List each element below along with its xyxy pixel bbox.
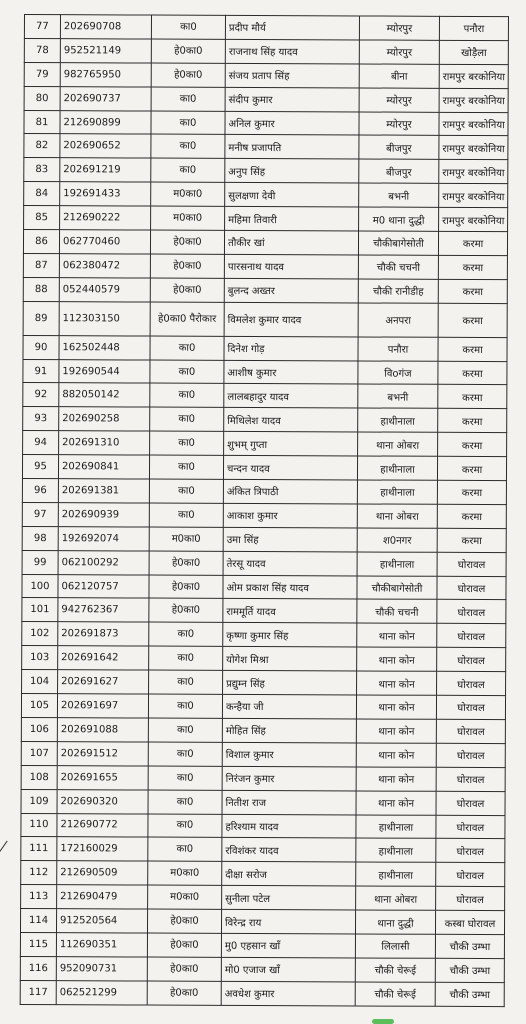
table-row [24, 182, 508, 208]
table-row [21, 765, 505, 791]
new-posting-cell: घोरावल [436, 886, 505, 910]
serial-number-cell: 95 [22, 455, 58, 479]
rank-cell: का0 [151, 15, 225, 39]
serial-number-cell: 110 [21, 813, 57, 837]
current-posting-cell: थाना ओबरा [356, 886, 436, 910]
pno-cell: 202690939 [58, 503, 149, 527]
name-cell: उमा सिंह [223, 527, 357, 551]
name-cell: दीक्षा सरोज [222, 862, 356, 886]
serial-number-cell: 89 [23, 301, 59, 335]
rank-cell: म0का0 [149, 527, 223, 551]
current-posting-cell: म्योरपुर [359, 112, 439, 136]
new-posting-cell: पनौरा [439, 16, 508, 40]
name-cell: हरिश्याम यादव [222, 814, 356, 838]
table-row [21, 694, 505, 720]
serial-number-cell: 114 [20, 909, 56, 933]
current-posting-cell: लिलासी [355, 934, 435, 958]
new-posting-cell: करमा [438, 303, 507, 337]
serial-number-cell: 116 [20, 956, 56, 980]
name-cell: रविशंकर यादव [222, 838, 356, 862]
name-cell: शुभम् गुप्ता [224, 432, 358, 456]
table-row [23, 431, 507, 457]
name-cell: तौकीर खां [224, 230, 358, 254]
rank-cell: का0 [150, 384, 224, 408]
serial-number-cell: 105 [21, 694, 57, 718]
current-posting-cell: थाना कोन [357, 623, 437, 647]
pno-cell: 202690708 [60, 15, 151, 39]
new-posting-cell: घोरावल [436, 695, 505, 719]
current-posting-cell: थाना कोन [356, 743, 436, 767]
serial-number-cell: 112 [21, 861, 57, 885]
new-posting-cell: घोरावल [436, 719, 505, 743]
current-posting-cell: हाथीनाला [356, 862, 436, 886]
table-row [23, 335, 507, 361]
pen-mark [0, 841, 14, 858]
new-posting-cell: करमा [438, 231, 507, 255]
table-row [22, 526, 506, 552]
name-cell: प्रदीप मौर्य [225, 15, 359, 39]
name-cell: अवधेश कुमार [221, 981, 355, 1005]
current-posting-cell: थाना कोन [357, 671, 437, 695]
pno-cell: 952521149 [60, 39, 151, 63]
name-cell: योगेश मिश्रा [223, 647, 357, 671]
pno-cell: 212690899 [60, 110, 151, 134]
rank-cell: का0 [148, 766, 222, 790]
rank-cell: म0का0 [148, 861, 222, 885]
new-posting-cell: रामपुर बरकोनिया [439, 184, 508, 208]
serial-number-cell: 90 [23, 335, 59, 359]
serial-number-cell: 111 [21, 837, 57, 861]
new-posting-cell: चौकी उम्भा [435, 982, 504, 1006]
serial-number-cell: 98 [22, 526, 58, 550]
table-row [22, 455, 506, 481]
name-cell: राजनाथ सिंह यादव [225, 39, 359, 63]
current-posting-cell: अनपरा [358, 303, 438, 337]
table-row [24, 158, 508, 184]
rank-cell: हे0का0 [149, 575, 223, 599]
transfer-list-table [20, 14, 509, 1007]
name-cell: लालबहादुर यादव [224, 384, 358, 408]
pno-cell: 202691219 [60, 158, 151, 182]
rank-cell: हे0का0 [147, 909, 221, 933]
rank-cell: का0 [149, 455, 223, 479]
table-row [22, 622, 506, 648]
current-posting-cell: चौकी चेरूई [355, 982, 435, 1006]
name-cell: अंकित त्रिपाठी [223, 479, 357, 503]
table-row [21, 861, 505, 887]
pno-cell: 052440579 [59, 277, 150, 301]
serial-number-cell: 87 [23, 253, 59, 277]
name-cell: नितीश राज [222, 790, 356, 814]
rank-cell: हे0का0 [151, 63, 225, 87]
serial-number-cell: 106 [21, 717, 57, 741]
new-posting-cell: करमा [438, 255, 507, 279]
table-row [22, 574, 506, 600]
rank-cell: का0 [151, 158, 225, 182]
current-posting-cell: चौकीबागेसोती [357, 576, 437, 600]
current-posting-cell: बीजपुर [359, 159, 439, 183]
new-posting-cell: कस्बा घोरावल [435, 910, 504, 934]
rank-cell: का0 [148, 718, 222, 742]
serial-number-cell: 84 [24, 182, 60, 206]
name-cell: तेरसू यादव [223, 551, 357, 575]
current-posting-cell: हाथीनाला [356, 814, 436, 838]
rank-cell: का0 [148, 694, 222, 718]
pno-cell: 212690772 [57, 813, 148, 837]
pno-cell: 952090731 [56, 956, 147, 980]
table-row [23, 407, 507, 433]
serial-number-cell: 115 [20, 932, 56, 956]
table-row [22, 479, 506, 505]
table-row [20, 909, 504, 935]
name-cell: कृष्णा कुमार सिंह [223, 623, 357, 647]
pno-cell: 882050142 [59, 383, 150, 407]
name-cell: आशीष कुमार [224, 360, 358, 384]
table-row [23, 277, 507, 303]
table-row [21, 717, 505, 743]
serial-number-cell: 100 [22, 574, 58, 598]
rank-cell: का0 [149, 479, 223, 503]
table-row [22, 550, 506, 576]
rank-cell: हे0का0 [147, 981, 221, 1005]
name-cell: निरंजन कुमार [222, 766, 356, 790]
new-posting-cell: करमा [437, 504, 506, 528]
table-row [24, 38, 508, 64]
pno-cell: 202691512 [57, 741, 148, 765]
pno-cell: 202691088 [57, 718, 148, 742]
table-row [20, 932, 504, 958]
name-cell: बुलन्द अख्तर [224, 278, 358, 302]
rank-cell: हे0का0 [147, 933, 221, 957]
new-posting-cell: घोरावल [436, 767, 505, 791]
rank-cell: म0का0 [151, 206, 225, 230]
current-posting-cell: बीना [359, 64, 439, 88]
serial-number-cell: 86 [23, 230, 59, 254]
new-posting-cell: रामपुर बरकोनिया [439, 88, 508, 112]
name-cell: अनिल कुमार [225, 111, 359, 135]
new-posting-cell: करमा [437, 480, 506, 504]
rank-cell: का0 [151, 87, 225, 111]
new-posting-cell: घोरावल [436, 815, 505, 839]
rank-cell: हे0का0 [149, 599, 223, 623]
rank-cell: म0का0 [151, 182, 225, 206]
new-posting-cell: करमा [438, 409, 507, 433]
name-cell: मु0 एहसान खाँ [221, 933, 355, 957]
current-posting-cell: म0 थाना दुद्धी [359, 207, 439, 231]
rank-cell: का0 [151, 135, 225, 159]
name-cell: सुनीला पटेल [222, 886, 356, 910]
pno-cell: 112690351 [56, 933, 147, 957]
current-posting-cell: थाना ओबरा [358, 432, 438, 456]
new-posting-cell: घोरावल [437, 671, 506, 695]
name-cell: मोहित सिंह [222, 718, 356, 742]
name-cell: महिमा तिवारी [225, 207, 359, 231]
current-posting-cell: म्योरपुर [359, 88, 439, 112]
table-row [23, 230, 507, 256]
table-row [21, 885, 505, 911]
serial-number-cell: 104 [22, 670, 58, 694]
pno-cell: 062770460 [59, 230, 150, 254]
name-cell: ओम प्रकाश सिंह यादव [223, 575, 357, 599]
name-cell: कन्हैया जी [222, 694, 356, 718]
current-posting-cell: चौकी चचनी [358, 255, 438, 279]
serial-number-cell: 78 [24, 38, 60, 62]
new-posting-cell: घोरावल [437, 552, 506, 576]
table-row [24, 15, 508, 41]
current-posting-cell: थाना कोन [356, 719, 436, 743]
table-row [22, 646, 506, 672]
new-posting-cell: करमा [438, 361, 507, 385]
green-ink-mark [372, 1019, 394, 1024]
new-posting-cell: चौकी उम्भा [435, 934, 504, 958]
serial-number-cell: 108 [21, 765, 57, 789]
current-posting-cell: बभनी [358, 384, 438, 408]
table-row [21, 741, 505, 767]
pno-cell: 202691381 [58, 479, 149, 503]
name-cell: मनीष प्रजापति [225, 135, 359, 159]
current-posting-cell: म्योरपुर [359, 16, 439, 40]
pno-cell: 192691433 [60, 182, 151, 206]
current-posting-cell: हाथीनाला [358, 408, 438, 432]
new-posting-cell: रामपुर बरकोनिया [439, 136, 508, 160]
serial-number-cell: 107 [21, 741, 57, 765]
name-cell: संजय प्रताप सिंह [225, 63, 359, 87]
pno-cell: 062521299 [56, 980, 147, 1004]
rank-cell: का0 [150, 336, 224, 360]
new-posting-cell: घोरावल [437, 624, 506, 648]
pno-cell: 202691642 [58, 646, 149, 670]
current-posting-cell: थाना कोन [356, 695, 436, 719]
new-posting-cell: करमा [438, 385, 507, 409]
serial-number-cell: 113 [21, 885, 57, 909]
pno-cell: 912520564 [56, 909, 147, 933]
name-cell: मो0 एजाज खाँ [221, 957, 355, 981]
new-posting-cell: करमा [438, 433, 507, 457]
serial-number-cell: 96 [22, 479, 58, 503]
name-cell: विरेन्द्र राय [221, 909, 355, 933]
pno-cell: 062380472 [59, 254, 150, 278]
table-body [20, 15, 508, 1007]
rank-cell: हे0का0 [150, 254, 224, 278]
pno-cell: 202691310 [59, 431, 150, 455]
name-cell: सुलक्षणा देवी [225, 183, 359, 207]
table-row [24, 86, 508, 112]
new-posting-cell: रामपुर बरकोनिया [439, 207, 508, 231]
new-posting-cell: घोरावल [436, 863, 505, 887]
rank-cell: का0 [149, 503, 223, 527]
table-row [24, 110, 508, 136]
table-row [23, 253, 507, 279]
pno-cell: 212690479 [57, 885, 148, 909]
name-cell: दिनेश गोड़ [224, 336, 358, 360]
rank-cell: का0 [148, 837, 222, 861]
new-posting-cell: घोरावल [437, 648, 506, 672]
rank-cell: हे0का0 [149, 551, 223, 575]
rank-cell: का0 [149, 646, 223, 670]
name-cell: विशाल कुमार [222, 742, 356, 766]
table-row [20, 980, 504, 1006]
serial-number-cell: 91 [23, 359, 59, 383]
rank-cell: का0 [148, 742, 222, 766]
pno-cell: 202690841 [58, 455, 149, 479]
rank-cell: का0 [149, 670, 223, 694]
serial-number-cell: 92 [23, 383, 59, 407]
current-posting-cell: थाना कोन [357, 647, 437, 671]
table-row [24, 134, 508, 160]
current-posting-cell: थाना दुद्धी [355, 910, 435, 934]
pno-cell: 192692074 [58, 526, 149, 550]
table-row [22, 670, 506, 696]
serial-number-cell: 79 [24, 62, 60, 86]
current-posting-cell: हाथीनाला [357, 552, 437, 576]
rank-cell: हे0का0 [150, 230, 224, 254]
pno-cell: 212690222 [60, 206, 151, 230]
current-posting-cell: श0नगर [357, 528, 437, 552]
serial-number-cell: 85 [24, 206, 60, 230]
pno-cell: 942762367 [58, 598, 149, 622]
name-cell: संदीप कुमार [225, 87, 359, 111]
rank-cell: का0 [150, 431, 224, 455]
serial-number-cell: 80 [24, 86, 60, 110]
table-row [21, 789, 505, 815]
new-posting-cell: खोड़ैला [439, 40, 508, 64]
rank-cell: का0 [150, 360, 224, 384]
serial-number-cell: 77 [24, 15, 60, 39]
current-posting-cell: थाना कोन [356, 767, 436, 791]
table-row [21, 837, 505, 863]
current-posting-cell: पनौरा [358, 337, 438, 361]
current-posting-cell: बीजपुर [359, 135, 439, 159]
rank-cell: का0 [148, 790, 222, 814]
current-posting-cell: बभनी [359, 183, 439, 207]
rank-cell: हे0का0 [147, 957, 221, 981]
current-posting-cell: हाथीनाला [357, 480, 437, 504]
current-posting-cell: हाथीनाला [356, 838, 436, 862]
name-cell: आकाश कुमार [223, 503, 357, 527]
table-row [24, 206, 508, 232]
pno-cell: 202691873 [58, 622, 149, 646]
serial-number-cell: 83 [24, 158, 60, 182]
new-posting-cell: घोरावल [436, 743, 505, 767]
current-posting-cell: म्योरपुर [359, 40, 439, 64]
pno-cell: 212690509 [57, 861, 148, 885]
pno-cell: 202691697 [57, 694, 148, 718]
serial-number-cell: 103 [22, 646, 58, 670]
new-posting-cell: चौकी उम्भा [435, 958, 504, 982]
table-row [20, 956, 504, 982]
pno-cell: 112303150 [59, 301, 150, 335]
new-posting-cell: करमा [438, 279, 507, 303]
serial-number-cell: 88 [23, 277, 59, 301]
pno-cell: 062120757 [58, 574, 149, 598]
current-posting-cell: थाना ओबरा [357, 504, 437, 528]
name-cell: प्रद्युम्न सिंह [223, 671, 357, 695]
name-cell: पारसनाथ यादव [224, 254, 358, 278]
rank-cell: हे0का0 [151, 39, 225, 63]
current-posting-cell: चौकीबागेसोती [358, 231, 438, 255]
table-row [23, 383, 507, 409]
serial-number-cell: 99 [22, 550, 58, 574]
new-posting-cell: घोरावल [436, 791, 505, 815]
name-cell: अनुप सिंह [225, 159, 359, 183]
new-posting-cell: करमा [437, 456, 506, 480]
pno-cell: 192690544 [59, 359, 150, 383]
serial-number-cell: 117 [20, 980, 56, 1004]
table-row [23, 359, 507, 385]
new-posting-cell: करमा [437, 528, 506, 552]
rank-cell: हे0का0 पैरोकार [150, 302, 224, 336]
table-row [21, 813, 505, 839]
serial-number-cell: 82 [24, 134, 60, 158]
current-posting-cell: थाना कोन [356, 791, 436, 815]
pno-cell: 202690737 [60, 86, 151, 110]
name-cell: चन्दन यादव [223, 456, 357, 480]
current-posting-cell: विoगंज [358, 361, 438, 385]
table-row [22, 598, 506, 624]
table-row [23, 301, 507, 337]
new-posting-cell: रामपुर बरकोनिया [439, 112, 508, 136]
new-posting-cell: घोरावल [437, 576, 506, 600]
new-posting-cell: घोरावल [436, 839, 505, 863]
pno-cell: 202691627 [58, 670, 149, 694]
new-posting-cell: रामपुर बरकोनिया [439, 64, 508, 88]
rank-cell: का0 [149, 622, 223, 646]
rank-cell: का0 [151, 111, 225, 135]
current-posting-cell: चौकी रानीडीह [358, 279, 438, 303]
name-cell: विमलेश कुमार यादव [224, 302, 358, 337]
pno-cell: 202690652 [60, 134, 151, 158]
rank-cell: हे0का0 [150, 278, 224, 302]
pno-cell: 202690320 [57, 789, 148, 813]
new-posting-cell: करमा [438, 337, 507, 361]
serial-number-cell: 93 [23, 407, 59, 431]
pno-cell: 162502448 [59, 335, 150, 359]
serial-number-cell: 102 [22, 622, 58, 646]
current-posting-cell: हाथीनाला [357, 456, 437, 480]
serial-number-cell: 81 [24, 110, 60, 134]
pno-cell: 062100292 [58, 550, 149, 574]
serial-number-cell: 94 [23, 431, 59, 455]
table-row [22, 502, 506, 528]
rank-cell: का0 [150, 407, 224, 431]
table-row [24, 62, 508, 88]
pno-cell: 172160029 [57, 837, 148, 861]
rank-cell: का0 [148, 814, 222, 838]
new-posting-cell: रामपुर बरकोनिया [439, 160, 508, 184]
new-posting-cell: घोरावल [437, 600, 506, 624]
pno-cell: 202690258 [59, 407, 150, 431]
pno-cell: 982765950 [60, 62, 151, 86]
name-cell: राममूर्ति यादव [223, 599, 357, 623]
current-posting-cell: चौकी चचनी [357, 599, 437, 623]
serial-number-cell: 97 [22, 502, 58, 526]
current-posting-cell: चौकी चेरूई [355, 958, 435, 982]
rank-cell: म0का0 [148, 885, 222, 909]
pno-cell: 202691655 [57, 765, 148, 789]
serial-number-cell: 109 [21, 789, 57, 813]
serial-number-cell: 101 [22, 598, 58, 622]
name-cell: मिथिलेश यादव [224, 408, 358, 432]
